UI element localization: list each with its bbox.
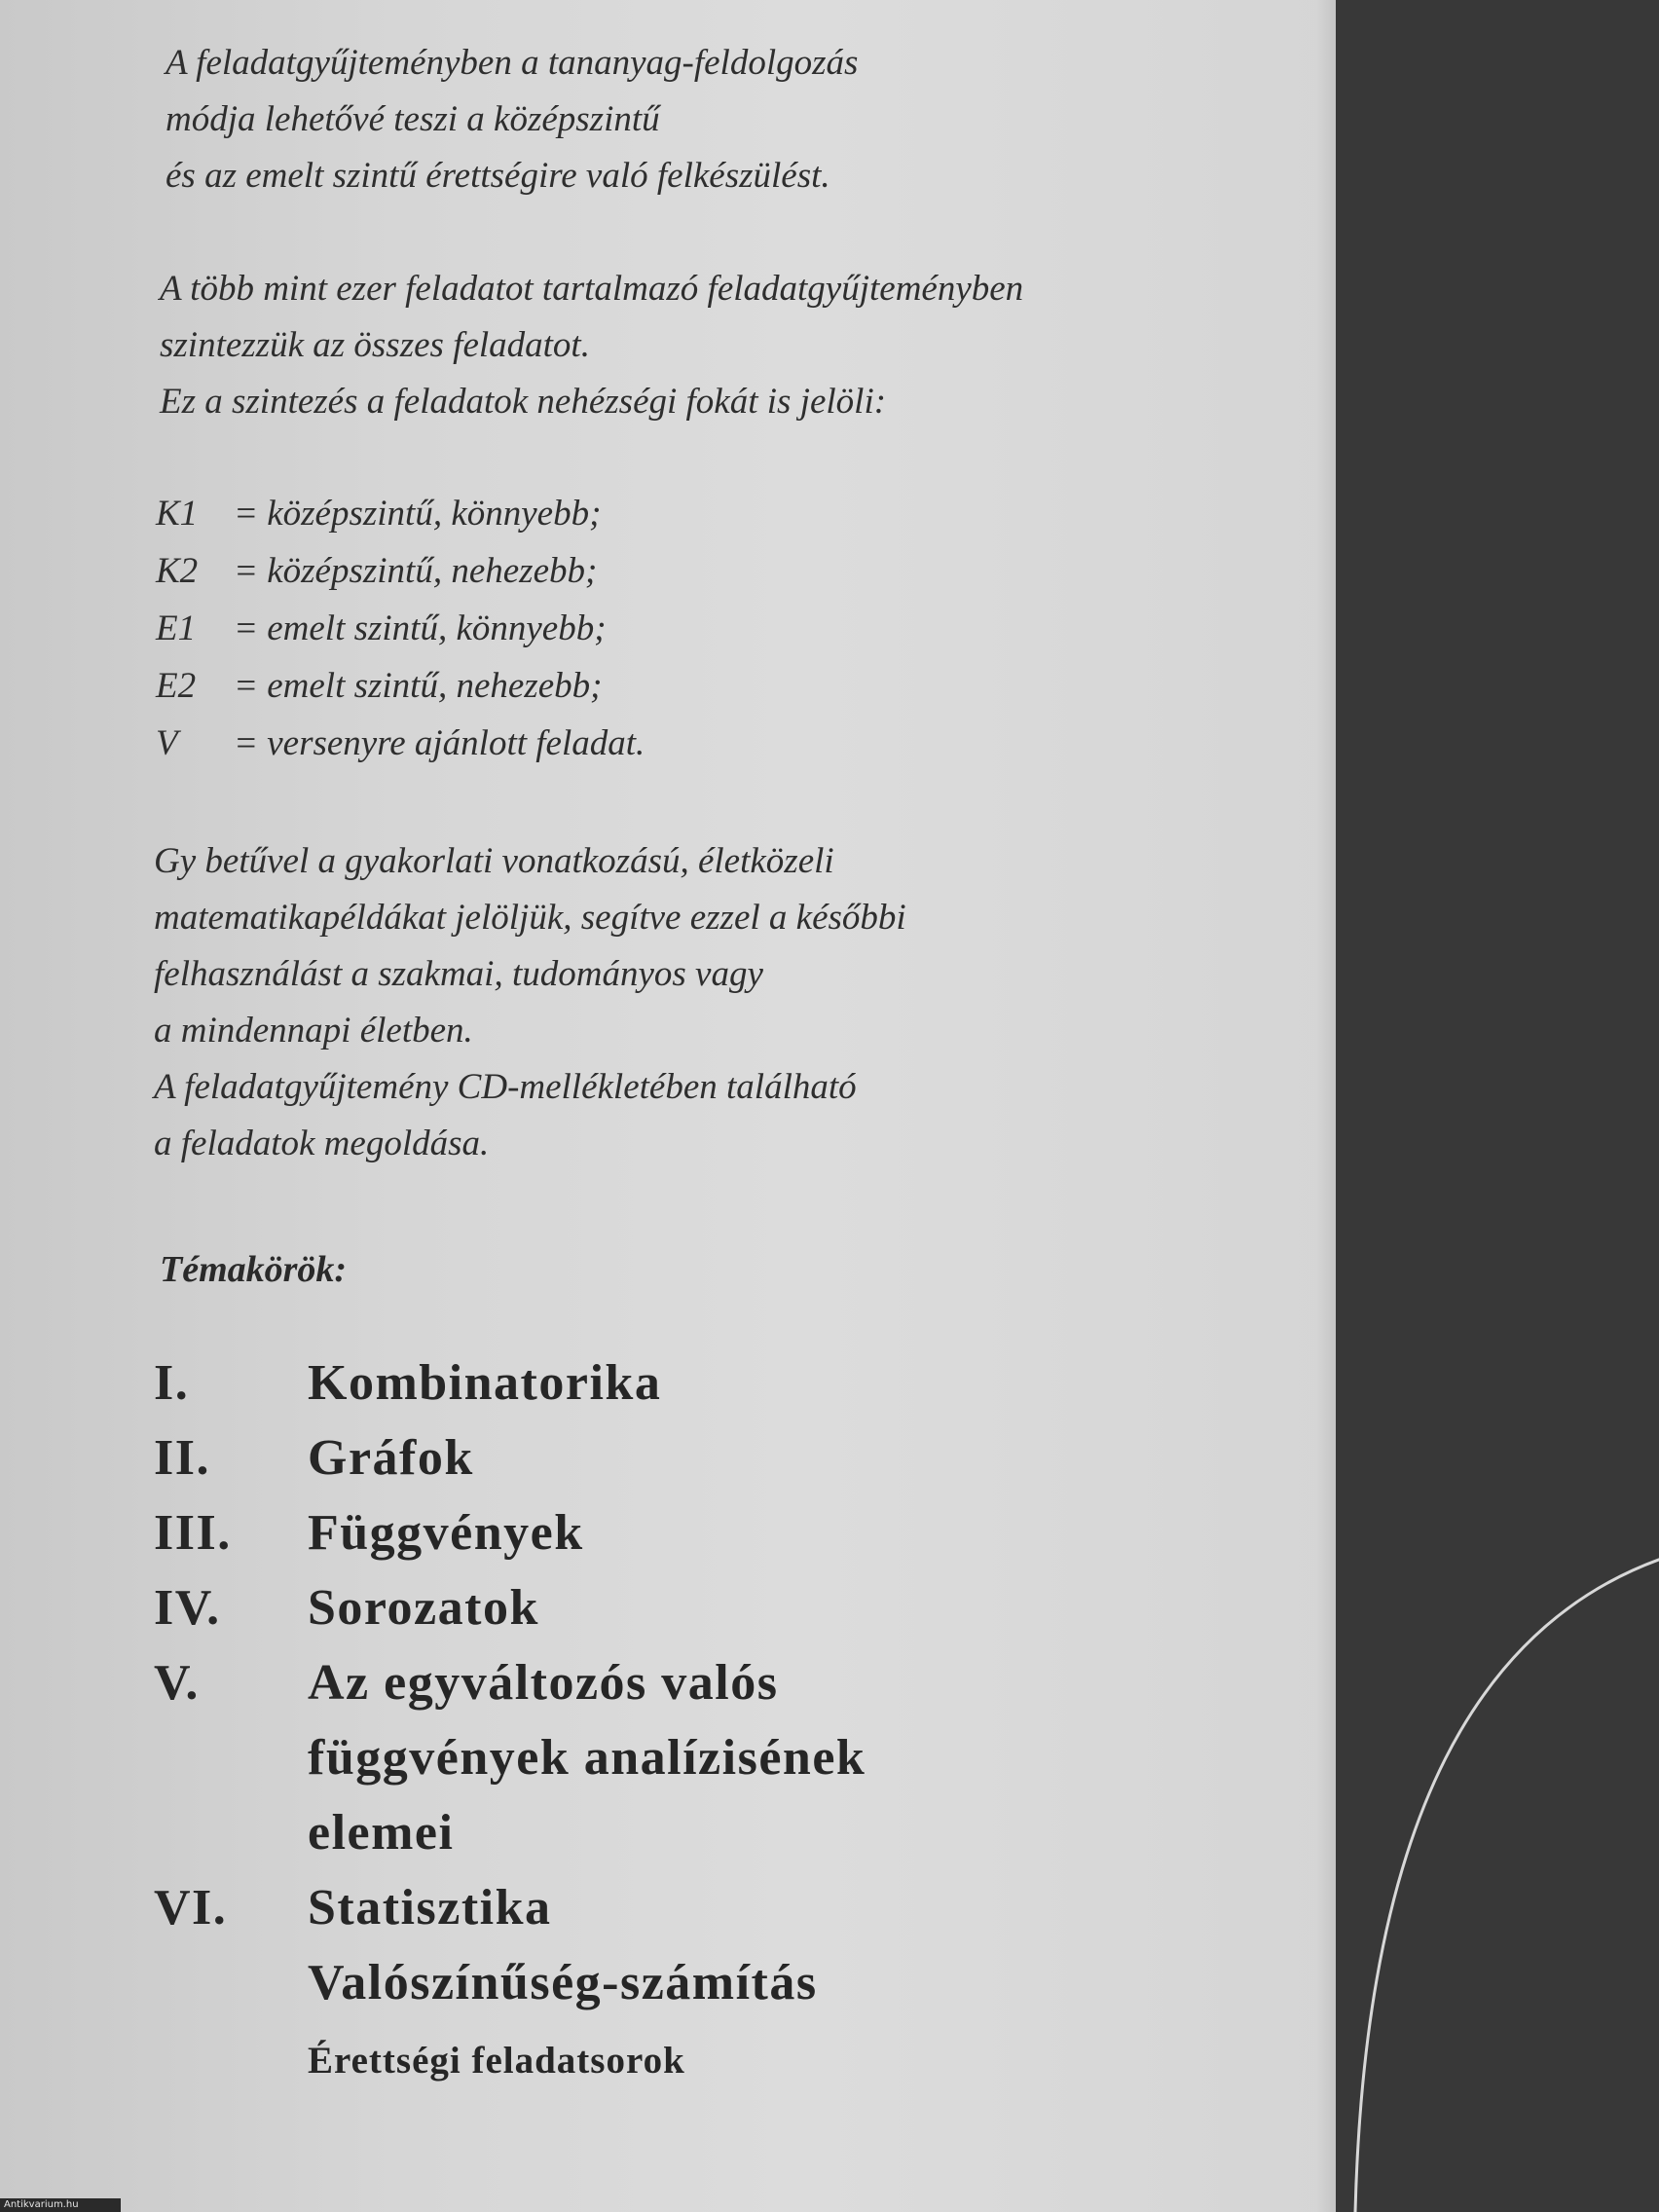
topic-item bbox=[154, 1495, 866, 1570]
exams-label: Érettségi feladatsorok bbox=[308, 2040, 685, 2082]
legend-code: E1 bbox=[156, 608, 197, 648]
legend-text: = középszintű, könnyebb; bbox=[234, 494, 602, 534]
topic-item bbox=[154, 1420, 866, 1495]
topic-number: I. bbox=[154, 1355, 190, 1411]
legend-code: K1 bbox=[156, 494, 199, 534]
topic-item bbox=[154, 1346, 866, 1420]
topic-title-line: függvények analízisének bbox=[308, 1730, 866, 1786]
difficulty-legend bbox=[156, 485, 645, 772]
legend-text: = középszintű, nehezebb; bbox=[234, 551, 598, 591]
topic-number: III. bbox=[154, 1505, 232, 1561]
topic-title bbox=[308, 1870, 818, 2020]
topic-item bbox=[154, 1870, 866, 2020]
topic-title-line: elemei bbox=[308, 1805, 455, 1861]
legend-text: = emelt szintű, nehezebb; bbox=[234, 666, 603, 706]
topic-title bbox=[308, 1570, 539, 1645]
levels-line: Ez a szintezés a feladatok nehézségi fokát is jelöli: bbox=[160, 382, 887, 422]
legend-row-e2 bbox=[156, 657, 645, 715]
legend-row-k1 bbox=[156, 485, 645, 542]
practice-line: matematikapéldákat jelöljük, segítve ezzel a későbbi bbox=[154, 898, 906, 938]
dark-side-panel bbox=[1336, 0, 1659, 2212]
legend-code: K2 bbox=[156, 551, 199, 591]
topic-title-line: Statisztika bbox=[308, 1880, 552, 1936]
topic-item bbox=[154, 1645, 866, 1870]
levels-paragraph bbox=[160, 261, 1023, 430]
levels-line: A több mint ezer feladatot tartalmazó feladatgyűjteményben bbox=[160, 269, 1024, 309]
topic-title bbox=[308, 1495, 584, 1570]
topic-title bbox=[308, 1420, 474, 1495]
topic-number: V. bbox=[154, 1655, 200, 1711]
topic-title-line: Kombinatorika bbox=[308, 1355, 662, 1411]
legend-text: = emelt szintű, könnyebb; bbox=[234, 608, 607, 648]
topic-number: IV. bbox=[154, 1580, 221, 1636]
topic-title-line: Valószínűség-számítás bbox=[308, 1955, 818, 2010]
watermark: Antikvarium.hu bbox=[0, 2198, 121, 2212]
legend-text: = versenyre ajánlott feladat. bbox=[234, 723, 645, 763]
practice-line: A feladatgyűjtemény CD-mellékletében található bbox=[154, 1067, 857, 1107]
page-edge-shadow bbox=[1316, 0, 1336, 2212]
topic-title-line: Sorozatok bbox=[308, 1580, 539, 1636]
levels-line: szintezzük az összes feladatot. bbox=[160, 325, 590, 365]
topic-title-line: Az egyváltozós valós bbox=[308, 1655, 779, 1711]
practice-paragraph bbox=[154, 833, 906, 1172]
topic-number: VI. bbox=[154, 1880, 228, 1936]
intro-line: módja lehetővé teszi a középszintű bbox=[166, 99, 660, 139]
topics-heading: Témakörök: bbox=[160, 1249, 348, 1290]
topics-list bbox=[154, 1346, 866, 2020]
decorative-arc bbox=[1336, 0, 1659, 2212]
intro-line: A feladatgyűjteményben a tananyag-feldolgozás bbox=[166, 43, 859, 83]
legend-row-k2 bbox=[156, 542, 645, 600]
topic-title-line: Gráfok bbox=[308, 1430, 474, 1486]
legend-row-v bbox=[156, 715, 645, 772]
topic-title bbox=[308, 1645, 866, 1870]
practice-line: Gy betűvel a gyakorlati vonatkozású, életközeli bbox=[154, 841, 834, 881]
intro-paragraph bbox=[166, 35, 858, 204]
intro-line: és az emelt szintű érettségire való felkészülést. bbox=[166, 156, 830, 196]
legend-code: E2 bbox=[156, 666, 197, 706]
topic-item bbox=[154, 1570, 866, 1645]
topic-number: II. bbox=[154, 1430, 210, 1486]
topic-title bbox=[308, 1346, 661, 1420]
topic-title-line: Függvények bbox=[308, 1505, 584, 1561]
practice-line: a feladatok megoldása. bbox=[154, 1124, 490, 1163]
legend-code: V bbox=[156, 723, 178, 763]
practice-line: a mindennapi életben. bbox=[154, 1011, 473, 1051]
practice-line: felhasználást a szakmai, tudományos vagy bbox=[154, 954, 763, 994]
legend-row-e1 bbox=[156, 600, 645, 657]
